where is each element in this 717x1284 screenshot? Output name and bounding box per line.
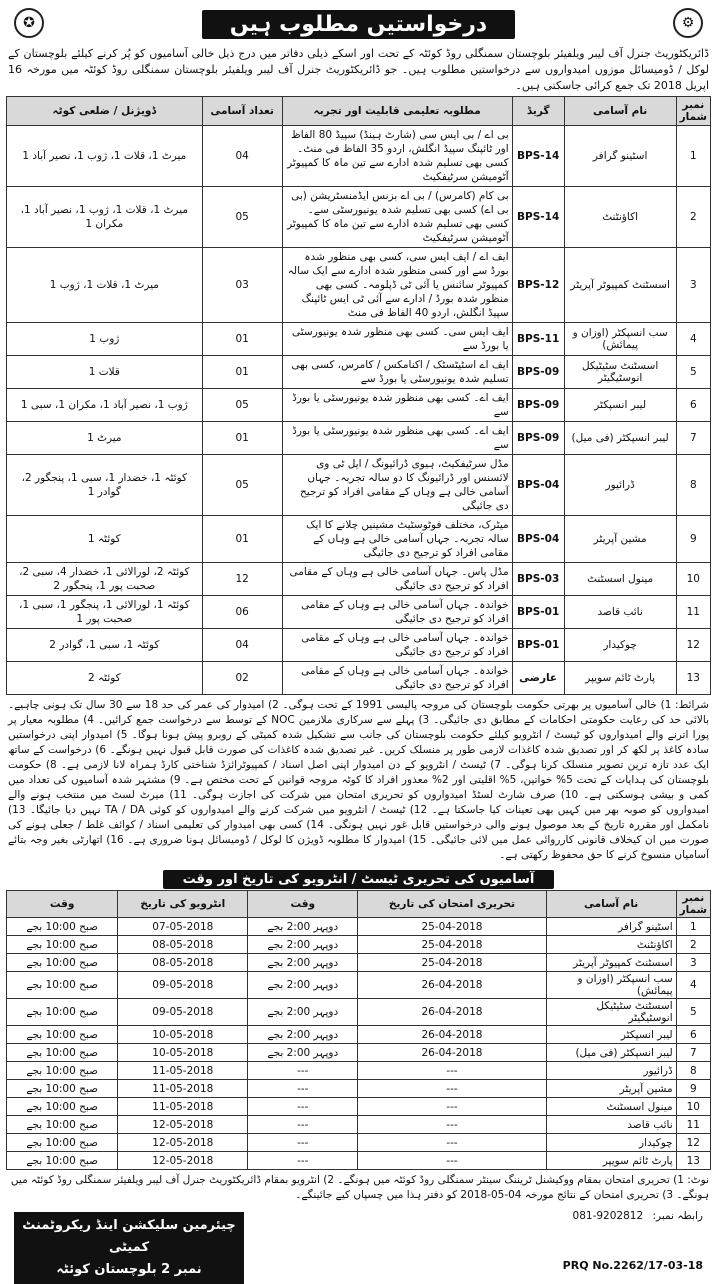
row-qualification: ایف اے اسٹیٹسٹک / اکنامکس / کامرس، کسی بھی تسلیم شدہ یونیورسٹی یا بورڈ سے [282, 356, 512, 389]
committee-line-2: نمبر 2 بلوچستان کوئٹہ [56, 1262, 202, 1277]
col-grade: گریڈ [512, 97, 564, 126]
schedule-title: آسامیوں کی تحریری ٹیسٹ / انٹرویو کی تاریخ اور وقت [163, 870, 555, 889]
table-row [7, 596, 711, 629]
row-qualification: خواندہ۔ جہاں آسامی خالی ہے وہاں کے مقامی افراد کو ترجیح دی جائیگی [282, 596, 512, 629]
sched-interview-time: صبح 10:00 بجے [7, 999, 118, 1026]
sched-test-date: --- [358, 1134, 546, 1152]
row-grade: عارضی [512, 662, 564, 695]
sched-test-date: 26-04-2018 [358, 972, 546, 999]
sched-post-name: مینول اسسٹنٹ [546, 1098, 676, 1116]
jobs-table-header [7, 97, 711, 126]
table-row [7, 918, 711, 936]
row-post-count: 05 [202, 455, 282, 516]
row-post-name: مشین آپریٹر [564, 516, 676, 563]
row-grade: BPS-03 [512, 563, 564, 596]
sched-interview-time: صبح 10:00 بجے [7, 1026, 118, 1044]
row-post-count: 06 [202, 596, 282, 629]
sched-post-name: اکاؤنٹنٹ [546, 936, 676, 954]
sched-serial: 10 [676, 1098, 710, 1116]
row-quota: ژوب 1، نصیر آباد 1، مکران 1، سبی 1 [7, 389, 203, 422]
sched-col-test-time: وقت [248, 891, 358, 918]
row-post-count: 04 [202, 629, 282, 662]
row-post-name: سب انسپکٹر (اوزان و پیمائش) [564, 323, 676, 356]
sched-test-time: --- [248, 1116, 358, 1134]
row-serial: 8 [676, 455, 710, 516]
sched-test-time: دوپہر 2:00 بجے [248, 972, 358, 999]
sched-post-name: ڈرائیور [546, 1062, 676, 1080]
row-quota: میرٹ 1، قلات 1، ژوب 1، نصیر آباد 1 [7, 126, 203, 187]
sched-test-time: دوپہر 2:00 بجے [248, 954, 358, 972]
sched-test-date: 26-04-2018 [358, 1044, 546, 1062]
col-quota: ڈویژنل / ضلعی کوٹہ [7, 97, 203, 126]
sched-test-time: دوپہر 2:00 بجے [248, 1026, 358, 1044]
row-serial: 7 [676, 422, 710, 455]
table-row [7, 1026, 711, 1044]
note-text: نوٹ: 1) تحریری امتحان بمقام ووکیشنل ٹریننگ سینٹر سمنگلی روڈ کوئٹہ میں ہونگے۔ 2) انٹرویو بمقام ڈائریکٹوریٹ جنرل آف لیبر ویلفیئر سمنگلی روڈ کوئٹہ میں ہونگے۔ 3) تحریری امتحان کے نتائج مورخہ 04-05-2018 کو دفتر ہذا میں چسپاں کیے جائینگے۔ [10, 1174, 709, 1201]
sched-test-date: --- [358, 1080, 546, 1098]
table-row [7, 954, 711, 972]
row-serial: 12 [676, 629, 710, 662]
table-row [7, 1080, 711, 1098]
row-qualification: ایف اے / ایف ایس سی، کسی بھی منظور شدہ بورڈ سے اور کسی منظور شدہ ادارے سے ایک سالہ کمپیوٹر سائنس یا آئی ٹی ڈپلومہ۔ کسی بھی منظور شدہ بورڈ / ادارے سے آئی ٹی ایس ٹائپنگ سپیڈ انگلش، اردو 40 الفاظ فی منٹ [282, 248, 512, 323]
row-quota: کوئٹہ 2 [7, 662, 203, 695]
row-grade: BPS-12 [512, 248, 564, 323]
sched-test-date: --- [358, 1098, 546, 1116]
col-post-count: تعداد آسامی [202, 97, 282, 126]
intro-line-1: ڈائریکٹوریٹ جنرل آف لیبر ویلفیئر بلوچستان سمنگلی روڈ کوئٹہ کے تحت اور اسکے ذیلی دفاتر میں درج ذیل خالی آسامیوں کو پُر کرنے کیلئے بلوچستان کے لوکل / ڈومیسائل موزوں امیدواروں سے درخواستیں مطلوب ہیں۔ [8, 47, 709, 76]
sched-col-serial: نمبر شمار [676, 891, 710, 918]
sched-test-date: 25-04-2018 [358, 936, 546, 954]
sched-interview-date: 12-05-2018 [118, 1152, 248, 1170]
sched-test-date: 25-04-2018 [358, 954, 546, 972]
row-post-name: اسسٹنٹ سٹیٹیکل انوسٹیگیٹر [564, 356, 676, 389]
sched-post-name: مشین آپریٹر [546, 1080, 676, 1098]
table-row [7, 1134, 711, 1152]
sched-interview-date: 12-05-2018 [118, 1116, 248, 1134]
schedule-heading [6, 868, 711, 887]
sched-serial: 1 [676, 918, 710, 936]
sched-test-time: --- [248, 1134, 358, 1152]
sched-post-name: لیبر انسپکٹر (فی میل) [546, 1044, 676, 1062]
row-post-count: 05 [202, 187, 282, 248]
sched-col-post-name: نام آسامی [546, 891, 676, 918]
row-serial: 10 [676, 563, 710, 596]
table-row [7, 936, 711, 954]
row-quota: میرٹ 1، قلات 1، ژوب 1، نصیر آباد 1، مکران 1 [7, 187, 203, 248]
sched-interview-time: صبح 10:00 بجے [7, 1116, 118, 1134]
page-title: درخواستیں مطلوب ہیں [202, 10, 515, 39]
header [6, 4, 711, 44]
row-grade: BPS-09 [512, 356, 564, 389]
row-grade: BPS-01 [512, 629, 564, 662]
row-quota: کوئٹہ 1 [7, 516, 203, 563]
sched-col-test-date: تحریری امتحان کی تاریخ [358, 891, 546, 918]
sched-interview-date: 07-05-2018 [118, 918, 248, 936]
row-grade: BPS-01 [512, 596, 564, 629]
row-quota: کوئٹہ 1، خضدار 1، سبی 1، پنجگور 2، گوادر 1 [7, 455, 203, 516]
row-grade: BPS-14 [512, 126, 564, 187]
table-row [7, 999, 711, 1026]
sched-interview-date: 12-05-2018 [118, 1134, 248, 1152]
sched-post-name: اسسٹنٹ کمپیوٹر آپریٹر [546, 954, 676, 972]
table-row [7, 187, 711, 248]
schedule-table-body [7, 918, 711, 1170]
sched-test-time: --- [248, 1098, 358, 1116]
sched-interview-time: صبح 10:00 بجے [7, 1044, 118, 1062]
sched-test-time: --- [248, 1062, 358, 1080]
contact-phone: 081-9202812 [572, 1210, 644, 1222]
sched-interview-date: 11-05-2018 [118, 1080, 248, 1098]
table-row [7, 126, 711, 187]
row-grade: BPS-14 [512, 187, 564, 248]
sched-serial: 8 [676, 1062, 710, 1080]
sched-interview-time: صبح 10:00 بجے [7, 1080, 118, 1098]
sched-post-name: سب انسپکٹر (اوزان و پیمائش) [546, 972, 676, 999]
sched-interview-time: صبح 10:00 بجے [7, 1098, 118, 1116]
row-qualification: بی اے / بی ایس سی (شارٹ ہینڈ) سپیڈ 80 الفاظ اور ٹائپنگ سپیڈ انگلش، اردو 35 الفاظ فی منٹ۔ کسی بھی تسلیم شدہ ادارے سے تین ماہ کا کمپیوٹر آٹومیشن سرٹیفکیٹ [282, 126, 512, 187]
row-grade: BPS-11 [512, 323, 564, 356]
row-post-name: اسٹینو گرافر [564, 126, 676, 187]
sched-post-name: چوکیدار [546, 1134, 676, 1152]
row-grade: BPS-09 [512, 422, 564, 455]
row-serial: 2 [676, 187, 710, 248]
row-qualification: خواندہ۔ جہاں آسامی خالی ہے وہاں کے مقامی افراد کو ترجیح دی جائیگی [282, 662, 512, 695]
row-post-count: 05 [202, 389, 282, 422]
row-post-count: 01 [202, 516, 282, 563]
row-qualification: ایف اے۔ کسی بھی منظور شدہ یونیورسٹی یا بورڈ سے [282, 422, 512, 455]
sched-post-name: نائب قاصد [546, 1116, 676, 1134]
table-row [7, 1116, 711, 1134]
table-row [7, 629, 711, 662]
row-serial: 11 [676, 596, 710, 629]
sched-interview-time: صبح 10:00 بجے [7, 1152, 118, 1170]
sched-interview-date: 09-05-2018 [118, 999, 248, 1026]
row-grade: BPS-04 [512, 516, 564, 563]
row-qualification: مڈل سرٹیفکیٹ، ہیوی ڈرائیونگ / ایل ٹی وی لائسنس اور ڈرائیونگ کا دو سالہ تجربہ۔ جہاں آسامی خالی ہے وہاں کے مقامی افراد کو ترجیح دی جائیگی [282, 455, 512, 516]
sched-col-interview-date: انٹرویو کی تاریخ [118, 891, 248, 918]
table-row [7, 563, 711, 596]
contact-info [573, 1210, 703, 1222]
row-serial: 9 [676, 516, 710, 563]
row-quota: کوئٹہ 1، لورالائی 1، پنجگور 1، سبی 1، صحبت پور 1 [7, 596, 203, 629]
row-qualification: میٹرک، مختلف فوٹوسٹیٹ مشینیں چلانے کا ایک سالہ تجربہ۔ جہاں آسامی خالی ہے وہاں کے مقامی افراد کو ترجیح دی جائیگی [282, 516, 512, 563]
intro-line-2: جو ڈائریکٹوریٹ جنرل آف لیبر ویلفیئر بلوچستان سمنگلی روڈ کوئٹہ میں مورخہ 16 اپریل 2018 تک جمع کرائی جاسکتی ہیں۔ [8, 63, 709, 92]
sched-serial: 6 [676, 1026, 710, 1044]
row-qualification: بی کام (کامرس) / بی اے بزنس ایڈمنسٹریشن (بی بی اے) کسی بھی تسلیم شدہ یونیورسٹی سے۔ کسی بھی تسلیم شدہ ادارے سے تین ماہ کا کمپیوٹر آٹومیشن سرٹیفکیٹ [282, 187, 512, 248]
row-post-name: چوکیدار [564, 629, 676, 662]
row-post-name: ڈرائیور [564, 455, 676, 516]
table-row [7, 422, 711, 455]
sched-test-time: --- [248, 1080, 358, 1098]
sched-interview-time: صبح 10:00 بجے [7, 1134, 118, 1152]
sched-interview-date: 10-05-2018 [118, 1026, 248, 1044]
sched-interview-time: صبح 10:00 بجے [7, 918, 118, 936]
table-row [7, 356, 711, 389]
schedule-table [6, 890, 711, 1170]
row-post-count: 01 [202, 356, 282, 389]
jobs-table [6, 96, 711, 695]
jobs-table-body [7, 126, 711, 695]
sched-serial: 9 [676, 1080, 710, 1098]
sched-test-time: دوپہر 2:00 بجے [248, 918, 358, 936]
sched-post-name: پارٹ ٹائم سویپر [546, 1152, 676, 1170]
col-qualification: مطلوبہ تعلیمی قابلیت اور تجربہ [282, 97, 512, 126]
sched-interview-date: 11-05-2018 [118, 1062, 248, 1080]
sched-test-time: دوپہر 2:00 بجے [248, 936, 358, 954]
sched-interview-date: 10-05-2018 [118, 1044, 248, 1062]
row-post-name: مینول اسسٹنٹ [564, 563, 676, 596]
reference-number: PRQ No.2262/17-03-18 [562, 1259, 703, 1272]
contact-label: رابطہ نمبر: [652, 1210, 703, 1222]
row-post-count: 01 [202, 323, 282, 356]
row-post-name: لیبر انسپکٹر [564, 389, 676, 422]
row-qualification: مڈل پاس۔ جہاں آسامی خالی ہے وہاں کے مقامی افراد کو ترجیح دی جائیگی [282, 563, 512, 596]
sched-test-date: 26-04-2018 [358, 1026, 546, 1044]
row-serial: 6 [676, 389, 710, 422]
col-serial: نمبر شمار [676, 97, 710, 126]
table-row [7, 662, 711, 695]
sched-interview-date: 08-05-2018 [118, 954, 248, 972]
row-post-count: 03 [202, 248, 282, 323]
sched-interview-time: صبح 10:00 بجے [7, 972, 118, 999]
schedule-table-header [7, 891, 711, 918]
row-post-count: 12 [202, 563, 282, 596]
row-grade: BPS-04 [512, 455, 564, 516]
department-logo-icon: ⚙ [673, 8, 703, 38]
sched-test-date: --- [358, 1116, 546, 1134]
row-quota: قلات 1 [7, 356, 203, 389]
table-row [7, 1098, 711, 1116]
sched-interview-date: 09-05-2018 [118, 972, 248, 999]
row-post-count: 04 [202, 126, 282, 187]
row-post-count: 02 [202, 662, 282, 695]
table-row [7, 389, 711, 422]
committee-line-1: چیئرمین سلیکشن اینڈ ریکروٹمنٹ کمیٹی [22, 1218, 236, 1255]
sched-serial: 12 [676, 1134, 710, 1152]
committee-box [14, 1212, 244, 1284]
row-post-count: 01 [202, 422, 282, 455]
row-quota: میرٹ 1 [7, 422, 203, 455]
sched-interview-time: صبح 10:00 بجے [7, 936, 118, 954]
table-row [7, 1152, 711, 1170]
sched-test-time: دوپہر 2:00 بجے [248, 1044, 358, 1062]
footer [6, 1206, 711, 1276]
table-row [7, 972, 711, 999]
row-grade: BPS-09 [512, 389, 564, 422]
row-quota: میرٹ 1، قلات 1، ژوب 1 [7, 248, 203, 323]
row-serial: 3 [676, 248, 710, 323]
sched-col-interview-time: وقت [7, 891, 118, 918]
sched-test-date: --- [358, 1062, 546, 1080]
row-qualification: ایف ایس سی۔ کسی بھی منظور شدہ یونیورسٹی یا بورڈ سے [282, 323, 512, 356]
sched-test-date: 26-04-2018 [358, 999, 546, 1026]
sched-test-time: دوپہر 2:00 بجے [248, 999, 358, 1026]
sched-post-name: اسٹینو گرافر [546, 918, 676, 936]
sched-interview-time: صبح 10:00 بجے [7, 1062, 118, 1080]
table-row [7, 516, 711, 563]
sched-serial: 11 [676, 1116, 710, 1134]
sched-post-name: لیبر انسپکٹر [546, 1026, 676, 1044]
sched-serial: 7 [676, 1044, 710, 1062]
row-post-name: اسسٹنٹ کمپیوٹر آپریٹر [564, 248, 676, 323]
row-quota: کوئٹہ 2، لورالائی 1، خضدار 4، سبی 2، صحبت پور 1، پنجگور 2 [7, 563, 203, 596]
sched-serial: 13 [676, 1152, 710, 1170]
sched-interview-date: 11-05-2018 [118, 1098, 248, 1116]
sched-test-time: --- [248, 1152, 358, 1170]
table-row [7, 1062, 711, 1080]
row-post-name: نائب قاصد [564, 596, 676, 629]
sched-serial: 5 [676, 999, 710, 1026]
sched-serial: 4 [676, 972, 710, 999]
row-post-name: اکاؤنٹنٹ [564, 187, 676, 248]
row-qualification: خواندہ۔ جہاں آسامی خالی ہے وہاں کے مقامی افراد کو ترجیح دی جائیگی [282, 629, 512, 662]
table-row [7, 248, 711, 323]
table-row [7, 1044, 711, 1062]
sched-interview-date: 08-05-2018 [118, 936, 248, 954]
conditions-text: شرائط: 1) خالی آسامیوں پر بھرتی حکومت بلوچستان کی مروجہ پالیسی 1991 کے تحت ہوگی۔ 2) امیدوار کی عمر کی حد 18 سے 30 سال تک ہونی چاہیے۔ بالائی حد کی رعایت حکومتی احکامات کے مطابق دی جائیگی۔ 3) پہلے سے سرکاری ملازمین NOC کے توسط سے درخواست جمع کرائیں۔ 4) مطلوبہ معیار پر پورا اترنے والے امیدواروں کو ٹیسٹ / انٹرویو کیلئے حکومت بلوچستان کی جانب سے تشکیل شدہ کمیٹی کے روبرو پیش ہونا ہوگا۔ 5) امیدوار اپنی درخواستیں سادہ کاغذ پر لکھ کر اور تصدیق شدہ کاغذات لازمی طور پر منسلک کریں۔ غیر تصدیق شدہ کاغذات کی صورت قابل قبول نہیں ہونگے۔ 6) درخواست کے ساتھ ایک عدد تازہ ترین تصویر منسلک کرنا ہوگی۔ 7) ٹیسٹ / انٹرویو کے دن امیدوار اپنی اصل اسناد / کمپیوٹرائزڈ شناختی کارڈ ہمراہ لانا لازمی ہے۔ 8) حکومت بلوچستان کی ہدایات کے تحت 5% خواتین، 5% اقلیتی اور 2% معذور افراد کا کوٹہ مروجہ قوانین کے تحت مختص ہے۔ 9) مشتہر شدہ آسامیوں کی تعداد میں کمی و بیشی ہوسکتی ہے۔ 10) صرف شارٹ لسٹڈ امیدواروں کو تحریری امتحان میں شرکت کی اجازت ہوگی۔ 11) میرٹ لسٹ میں منتخب ہونے والے امیدواروں کو صوبہ بھر میں کہیں بھی تعینات کیا جاسکتا ہے۔ 12) ٹیسٹ / انٹرویو میں شرکت کرنے والے امیدواروں کو کوئی TA / DA نہیں دیا جائیگا۔ 13) نامکمل اور مقررہ تاریخ کے بعد موصول ہونے والی درخواستیں قابل غور نہیں ہونگی۔ 14) کسی بھی امیدوار کی تعلیمی اسناد / کوائف غلط / جعلی ہونے کی صورت میں ان کیخلاف قانونی کارروائی عمل میں لائی جائیگی۔ 15) امیدوار کا مطلوبہ ڈویژن کا لوکل / ڈومیسائل ہونا ضروری ہے۔ 16) اتھارٹی بغیر وجہ بتائے آسامیاں منسوخ کرنے کا حق محفوظ رکھتی ہے۔ [8, 699, 710, 861]
table-row [7, 455, 711, 516]
table-row [7, 323, 711, 356]
row-qualification: ایف اے۔ کسی بھی منظور شدہ یونیورسٹی یا بورڈ سے [282, 389, 512, 422]
sched-test-date: --- [358, 1152, 546, 1170]
row-post-name: پارٹ ٹائم سویپر [564, 662, 676, 695]
sched-serial: 3 [676, 954, 710, 972]
sched-test-date: 25-04-2018 [358, 918, 546, 936]
col-post-name: نام آسامی [564, 97, 676, 126]
sched-serial: 2 [676, 936, 710, 954]
sched-post-name: اسسٹنٹ سٹیٹیکل انوسٹیگیٹر [546, 999, 676, 1026]
row-post-name: لیبر انسپکٹر (فی میل) [564, 422, 676, 455]
row-serial: 1 [676, 126, 710, 187]
emblem-icon: ✪ [14, 8, 44, 38]
row-serial: 5 [676, 356, 710, 389]
sched-interview-time: صبح 10:00 بجے [7, 954, 118, 972]
row-serial: 4 [676, 323, 710, 356]
row-serial: 13 [676, 662, 710, 695]
row-quota: ژوب 1 [7, 323, 203, 356]
row-quota: کوئٹہ 1، سبی 1، گوادر 2 [7, 629, 203, 662]
intro-text [6, 44, 711, 96]
